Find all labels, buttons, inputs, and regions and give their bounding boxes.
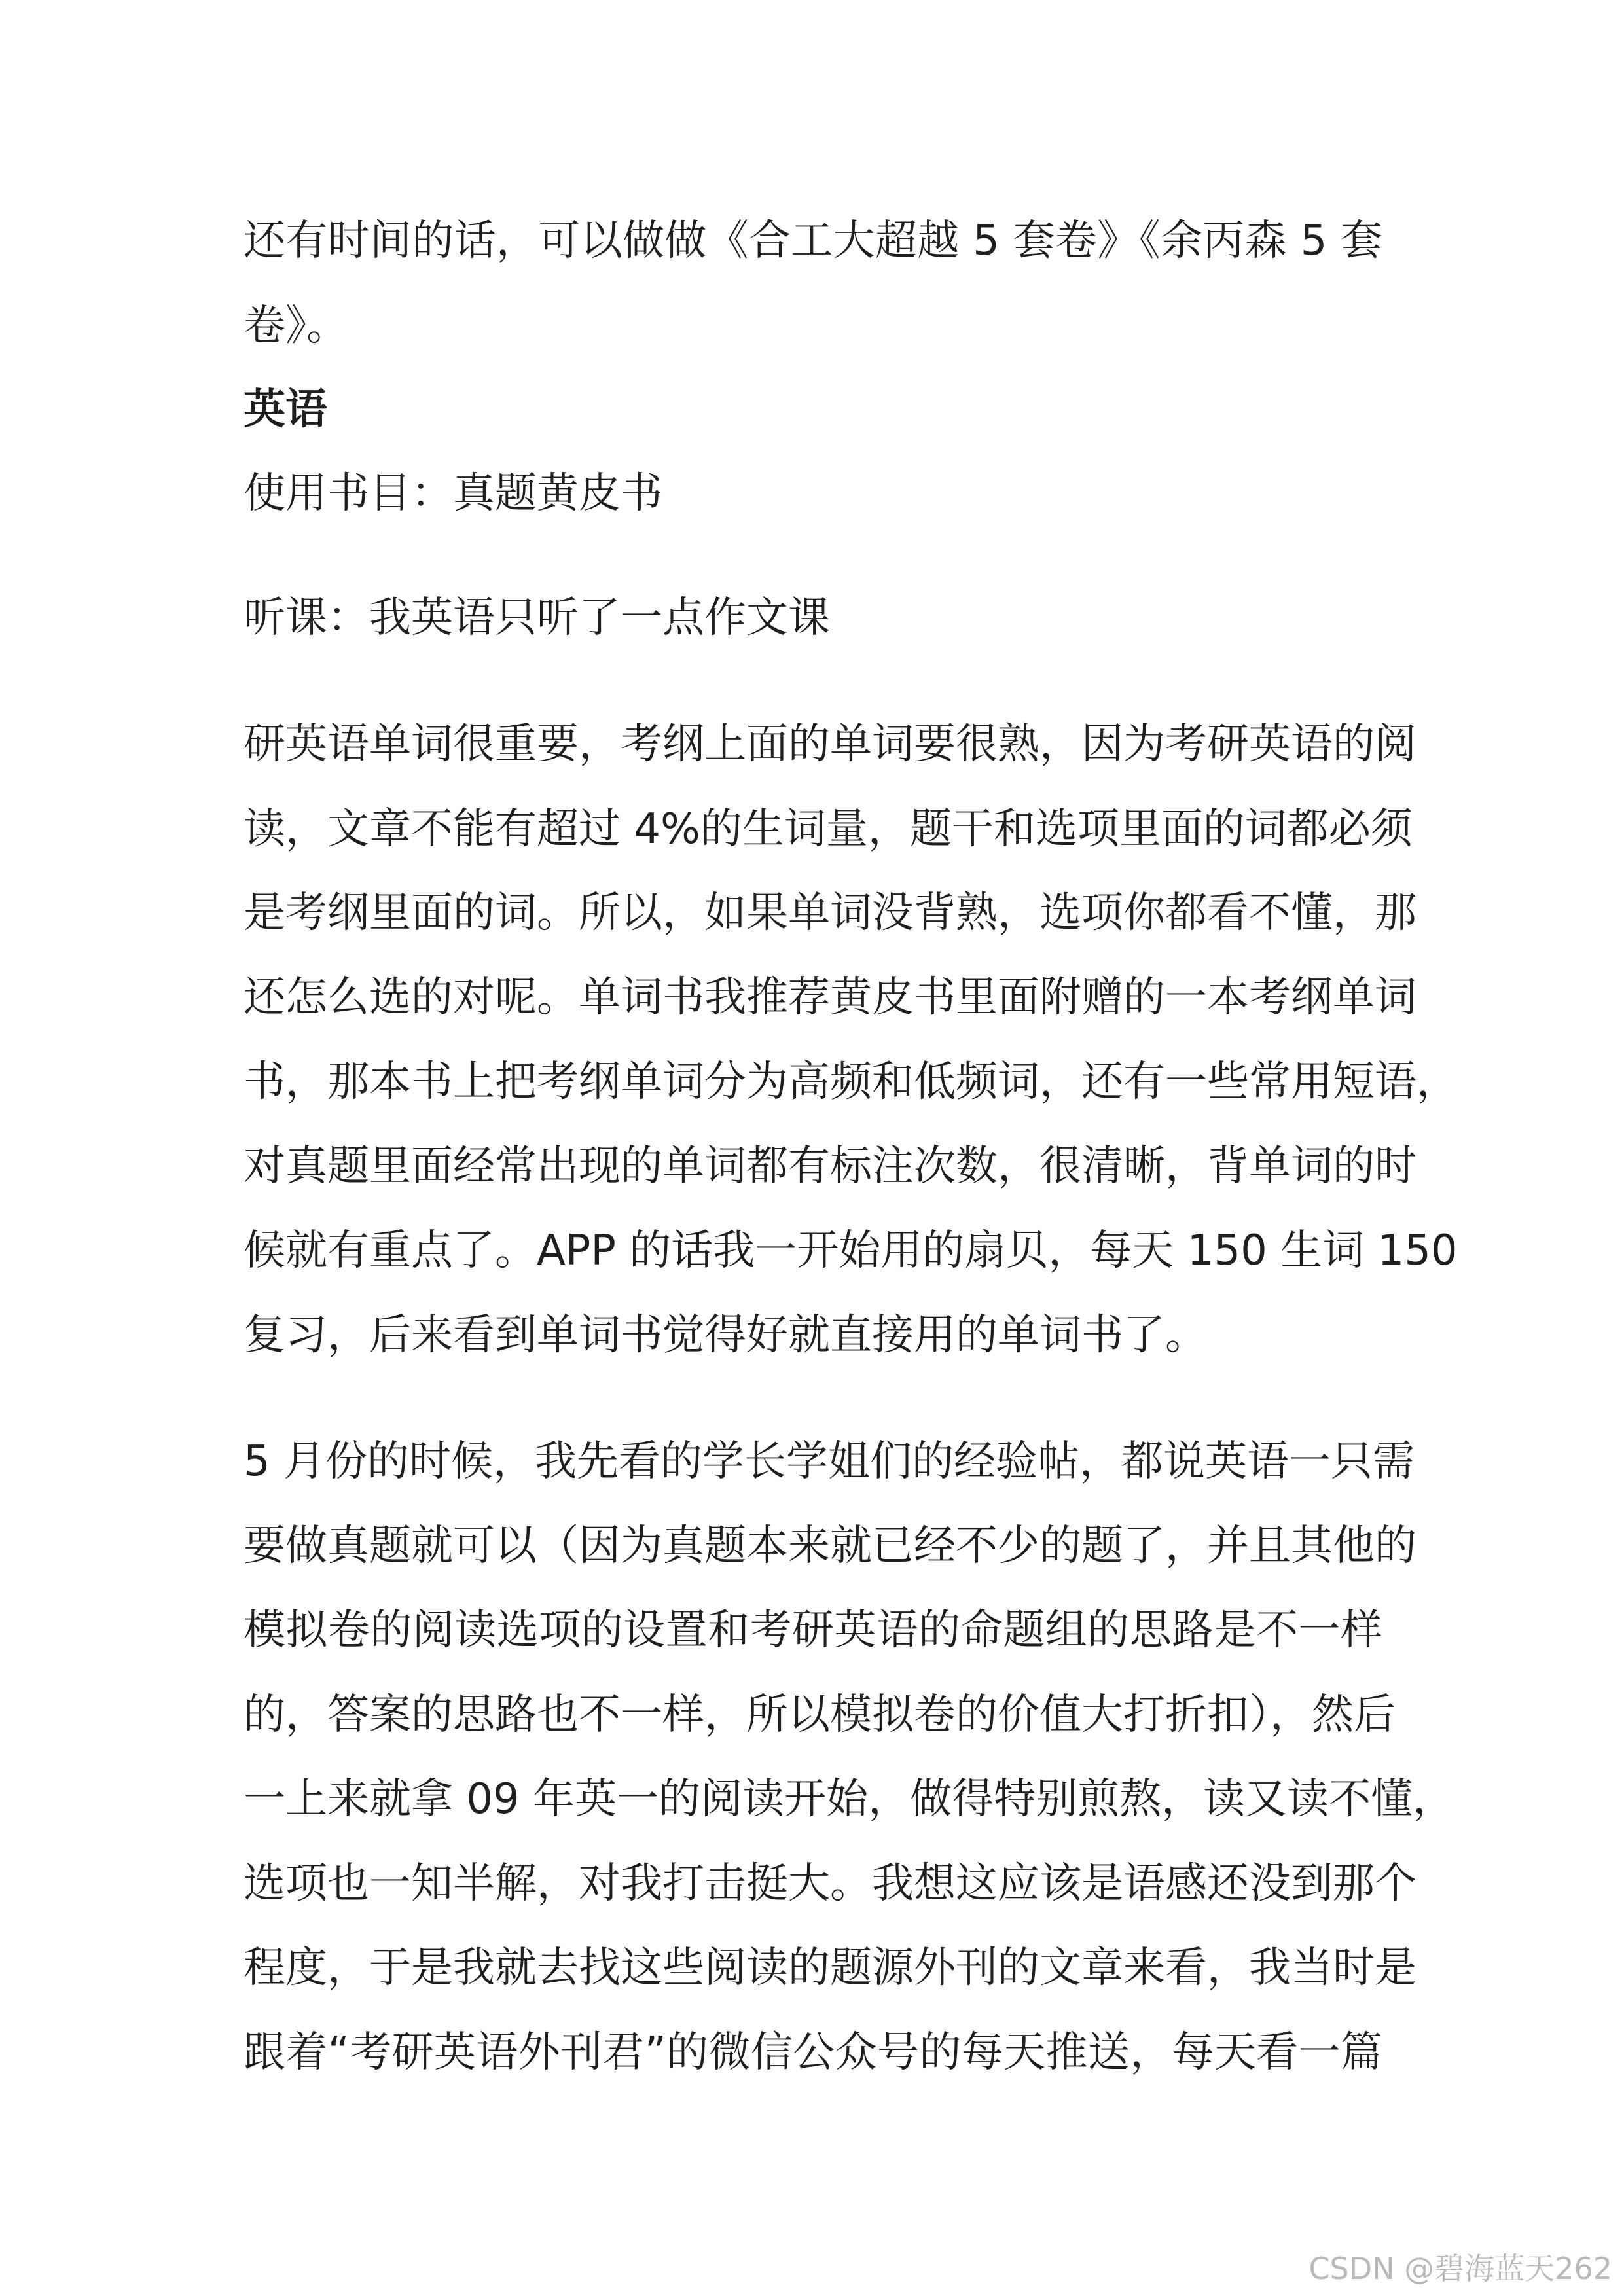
vocab-paragraph-line-3: 是考纲里面的词。所以，如果单词没背熟，选项你都看不懂，那 (244, 889, 1416, 937)
vocab-paragraph-line-6: 对真题里面经常出现的单词都有标注次数，很清晰，背单词的时 (244, 1142, 1416, 1191)
vocab-paragraph-line-5: 书，那本书上把考纲单词分为高频和低频词，还有一些常用短语， (244, 1058, 1458, 1106)
paragraph-1-line-2: 卷》。 (244, 302, 348, 350)
paragraph-1-line-1: 还有时间的话，可以做做《合工大超越 5 套卷》《余丙森 5 套 (244, 217, 1382, 265)
lectures-line: 听课：我英语只听了一点作文课 (244, 594, 830, 642)
vocab-paragraph-line-1: 研英语单词很重要，考纲上面的单词要很熟，因为考研英语的阅 (244, 720, 1416, 768)
books-used-line: 使用书目：真题黄皮书 (244, 469, 662, 518)
vocab-paragraph-line-2: 读，文章不能有超过 4%的生词量，题干和选项里面的词都必须 (244, 805, 1413, 853)
may-paragraph-line-4: 的，答案的思路也不一样，所以模拟卷的价值大打折扣），然后 (244, 1691, 1396, 1739)
vocab-paragraph-line-7: 候就有重点了。APP 的话我一开始用的扇贝，每天 150 生词 150 (244, 1227, 1458, 1275)
vocab-paragraph-line-4: 还怎么选的对呢。单词书我推荐黄皮书里面附赠的一本考纲单词 (244, 973, 1416, 1022)
may-paragraph-line-1: 5 月份的时候，我先看的学长学姐们的经验帖，都说英语一只需 (244, 1437, 1415, 1486)
csdn-watermark: CSDN @碧海蓝天262 (1308, 2251, 1612, 2286)
may-paragraph-line-7: 程度，于是我就去找这些阅读的题源外刊的文章来看，我当时是 (244, 1944, 1416, 1992)
may-paragraph-line-2: 要做真题就可以（因为真题本来就已经不少的题了，并且其他的 (244, 1522, 1416, 1570)
may-paragraph-line-5: 一上来就拿 09 年英一的阅读开始，做得特别煎熬，读又读不懂， (244, 1775, 1455, 1823)
may-paragraph-line-3: 模拟卷的阅读选项的设置和考研英语的命题组的思路是不一样 (244, 1606, 1382, 1655)
section-heading-english: 英语 (244, 386, 327, 434)
may-paragraph-line-6: 选项也一知半解，对我打击挺大。我想这应该是语感还没到那个 (244, 1859, 1416, 1908)
vocab-paragraph-line-8: 复习，后来看到单词书觉得好就直接用的单词书了。 (244, 1311, 1207, 1359)
may-paragraph-line-8: 跟着“考研英语外刊君”的微信公众号的每天推送，每天看一篇 (244, 2028, 1382, 2077)
